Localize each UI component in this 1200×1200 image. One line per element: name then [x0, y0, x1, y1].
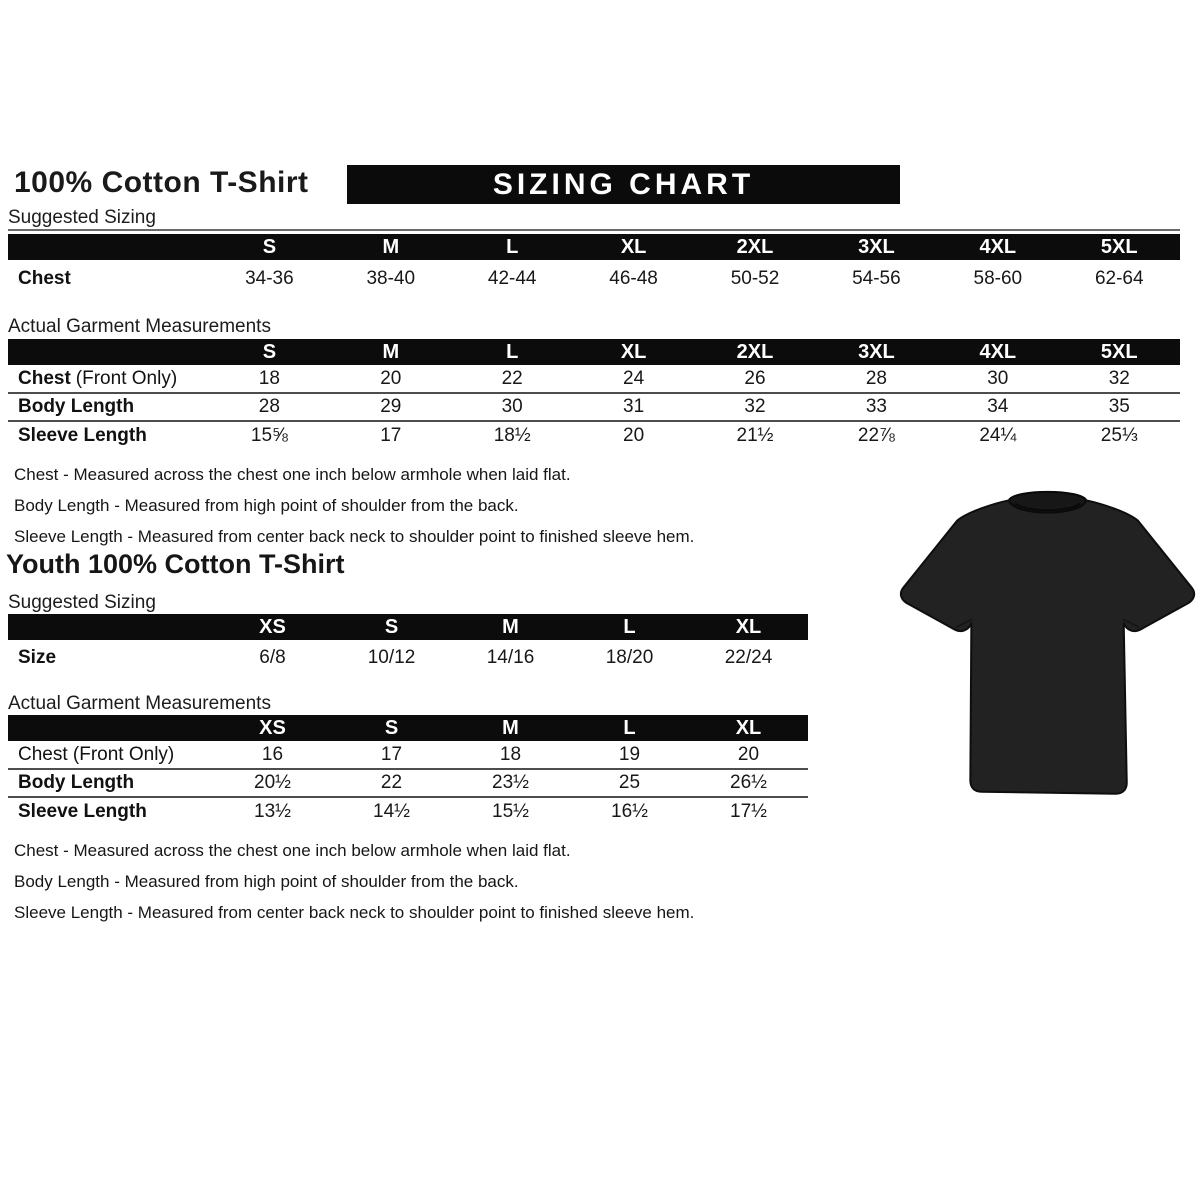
size-column-header: 2XL — [694, 339, 815, 365]
row-header: Sleeve Length — [18, 424, 147, 446]
measurement-cell: 50-52 — [730, 268, 780, 289]
size-column-header: M — [451, 614, 570, 640]
header-spacer — [8, 234, 209, 260]
size-column-header: M — [330, 234, 451, 260]
row-header: Body Length — [18, 772, 135, 793]
sizing-chart-banner — [347, 165, 900, 204]
size-column-header: XL — [573, 339, 694, 365]
table-row — [8, 797, 808, 825]
measurement-cell: 10/12 — [367, 647, 416, 668]
row-header: Body Length — [18, 396, 135, 417]
row-header — [8, 365, 209, 393]
header-spacer — [8, 715, 213, 741]
measurement-cell: 29 — [380, 396, 402, 417]
measurement-cell: 22 — [380, 772, 403, 793]
size-column-header: 4XL — [937, 339, 1058, 365]
youth-measurement-notes — [14, 835, 694, 928]
measurement-cell: 18½ — [493, 424, 531, 446]
measurement-cell: 33 — [865, 396, 887, 417]
size-column-header: L — [570, 614, 689, 640]
youth-actual-measurements-label: Actual Garment Measurements — [8, 693, 271, 714]
adult-actual-table — [8, 339, 1180, 449]
size-column-header: 2XL — [694, 234, 815, 260]
size-column-header: M — [330, 339, 451, 365]
row-header-suffix: (Front Only) — [75, 367, 178, 389]
measurement-cell: 14½ — [373, 800, 410, 822]
adult-actual-measurements-label: Actual Garment Measurements — [8, 316, 271, 337]
size-column-header: XL — [689, 614, 808, 640]
measurement-cell: 26 — [744, 367, 766, 389]
note-line: Chest - Measured across the chest one inch below armhole when laid flat. — [14, 465, 571, 484]
measurement-cell: 58-60 — [973, 268, 1023, 289]
note-line: Sleeve Length - Measured from center back neck to shoulder point to finished sleeve hem. — [14, 527, 695, 546]
table-row — [8, 260, 1180, 298]
header-spacer — [8, 614, 213, 640]
note-line: Sleeve Length - Measured from center back neck to shoulder point to finished sleeve hem. — [14, 903, 695, 922]
measurement-cell: 24¼ — [979, 424, 1017, 446]
measurement-cell: 28 — [258, 396, 280, 417]
measurement-cell: 25⅓ — [1100, 424, 1138, 446]
size-column-header: 3XL — [816, 234, 937, 260]
measurement-cell: 30 — [501, 396, 523, 417]
measurement-cell: 15⅝ — [250, 424, 288, 446]
table-row — [8, 421, 1180, 449]
measurement-cell: 17 — [380, 743, 403, 765]
measurement-cell: 26½ — [730, 772, 767, 793]
header-spacer — [8, 339, 209, 365]
row-header: Size — [18, 647, 57, 668]
youth-suggested-table — [8, 614, 808, 676]
measurement-cell: 20 — [737, 743, 760, 765]
note-line: Chest - Measured across the chest one inch below armhole when laid flat. — [14, 841, 571, 860]
measurement-cell: 46-48 — [609, 268, 658, 289]
measurement-cell: 62-64 — [1094, 268, 1144, 289]
table-row — [8, 640, 808, 676]
youth-suggested-sizing-text: Suggested Sizing — [8, 592, 166, 618]
measurement-cell: 22 — [501, 367, 523, 389]
measurement-cell: 24 — [623, 367, 645, 389]
size-column-header: XS — [213, 715, 332, 741]
measurement-cell: 54-56 — [852, 268, 901, 289]
size-column-header: 3XL — [816, 339, 937, 365]
measurement-cell: 38-40 — [366, 268, 416, 289]
size-column-header: 5XL — [1059, 234, 1180, 260]
size-column-header: L — [451, 234, 572, 260]
size-header-row — [8, 715, 808, 741]
measurement-cell: 13½ — [254, 800, 291, 822]
size-column-header: XS — [213, 614, 332, 640]
measurement-cell: 22⅞ — [857, 424, 895, 446]
size-column-header: XL — [573, 234, 694, 260]
note-line: Body Length - Measured from high point of shoulder from the back. — [14, 496, 519, 515]
size-column-header: S — [209, 234, 330, 260]
tshirt-image — [893, 480, 1198, 810]
size-column-header: L — [570, 715, 689, 741]
measurement-cell: 16 — [261, 743, 284, 765]
size-header-row — [8, 339, 1180, 365]
measurement-cell: 20 — [623, 424, 645, 446]
measurement-cell: 20 — [380, 367, 402, 389]
size-column-header: XL — [689, 715, 808, 741]
measurement-cell: 17½ — [730, 800, 767, 822]
measurement-cell: 14/16 — [486, 647, 535, 668]
table-row — [8, 365, 1180, 393]
measurement-cell: 22/24 — [724, 647, 773, 668]
measurement-cell: 30 — [987, 367, 1009, 389]
measurement-cell: 42-44 — [487, 268, 537, 289]
row-header: Chest (Front Only) — [18, 743, 175, 765]
measurement-cell: 21½ — [736, 424, 774, 446]
size-column-header: S — [332, 614, 451, 640]
size-header-row — [8, 234, 1180, 260]
measurement-cell: 18 — [258, 367, 280, 389]
sizing-chart-banner-label: SIZING CHART — [492, 167, 755, 201]
adult-suggested-divider — [8, 229, 1180, 231]
measurement-cell: 35 — [1108, 396, 1130, 417]
measurement-cell: 17 — [380, 424, 402, 446]
measurement-cell: 34-36 — [245, 268, 294, 289]
size-header-row — [8, 614, 808, 640]
note-line: Body Length - Measured from high point of shoulder from the back. — [14, 872, 519, 891]
measurement-cell: 34 — [987, 396, 1009, 417]
size-column-header: 5XL — [1059, 339, 1180, 365]
measurement-cell: 23½ — [492, 772, 529, 793]
adult-suggested-table — [8, 234, 1180, 298]
table-row — [8, 393, 1180, 421]
measurement-cell: 32 — [744, 396, 766, 417]
measurement-cell: 25 — [618, 772, 641, 793]
measurement-cell: 28 — [865, 367, 887, 389]
size-column-header: S — [209, 339, 330, 365]
adult-measurement-notes — [14, 459, 694, 552]
measurement-cell: 16½ — [611, 800, 648, 822]
row-header: Chest — [18, 268, 71, 289]
measurement-cell: 6/8 — [259, 647, 286, 668]
table-row — [8, 769, 808, 797]
measurement-cell: 32 — [1108, 367, 1130, 389]
tshirt-body-shape — [901, 500, 1194, 793]
table-row — [8, 741, 808, 769]
measurement-cell: 18/20 — [605, 647, 654, 668]
row-header: Sleeve Length — [18, 800, 147, 822]
row-header-label: Chest — [18, 367, 71, 389]
size-column-header: 4XL — [937, 234, 1058, 260]
measurement-cell: 18 — [499, 743, 522, 765]
measurement-cell: 31 — [623, 396, 645, 417]
measurement-cell: 20½ — [254, 772, 291, 793]
size-column-header: L — [451, 339, 572, 365]
measurement-cell: 19 — [618, 743, 641, 765]
adult-suggested-sizing-label: Suggested Sizing — [8, 207, 156, 228]
size-column-header: S — [332, 715, 451, 741]
youth-section-title: Youth 100% Cotton T-Shirt — [6, 549, 345, 579]
size-column-header: M — [451, 715, 570, 741]
youth-actual-table — [8, 715, 808, 825]
measurement-cell: 15½ — [492, 800, 529, 822]
page-title: 100% Cotton T-Shirt — [14, 166, 309, 199]
